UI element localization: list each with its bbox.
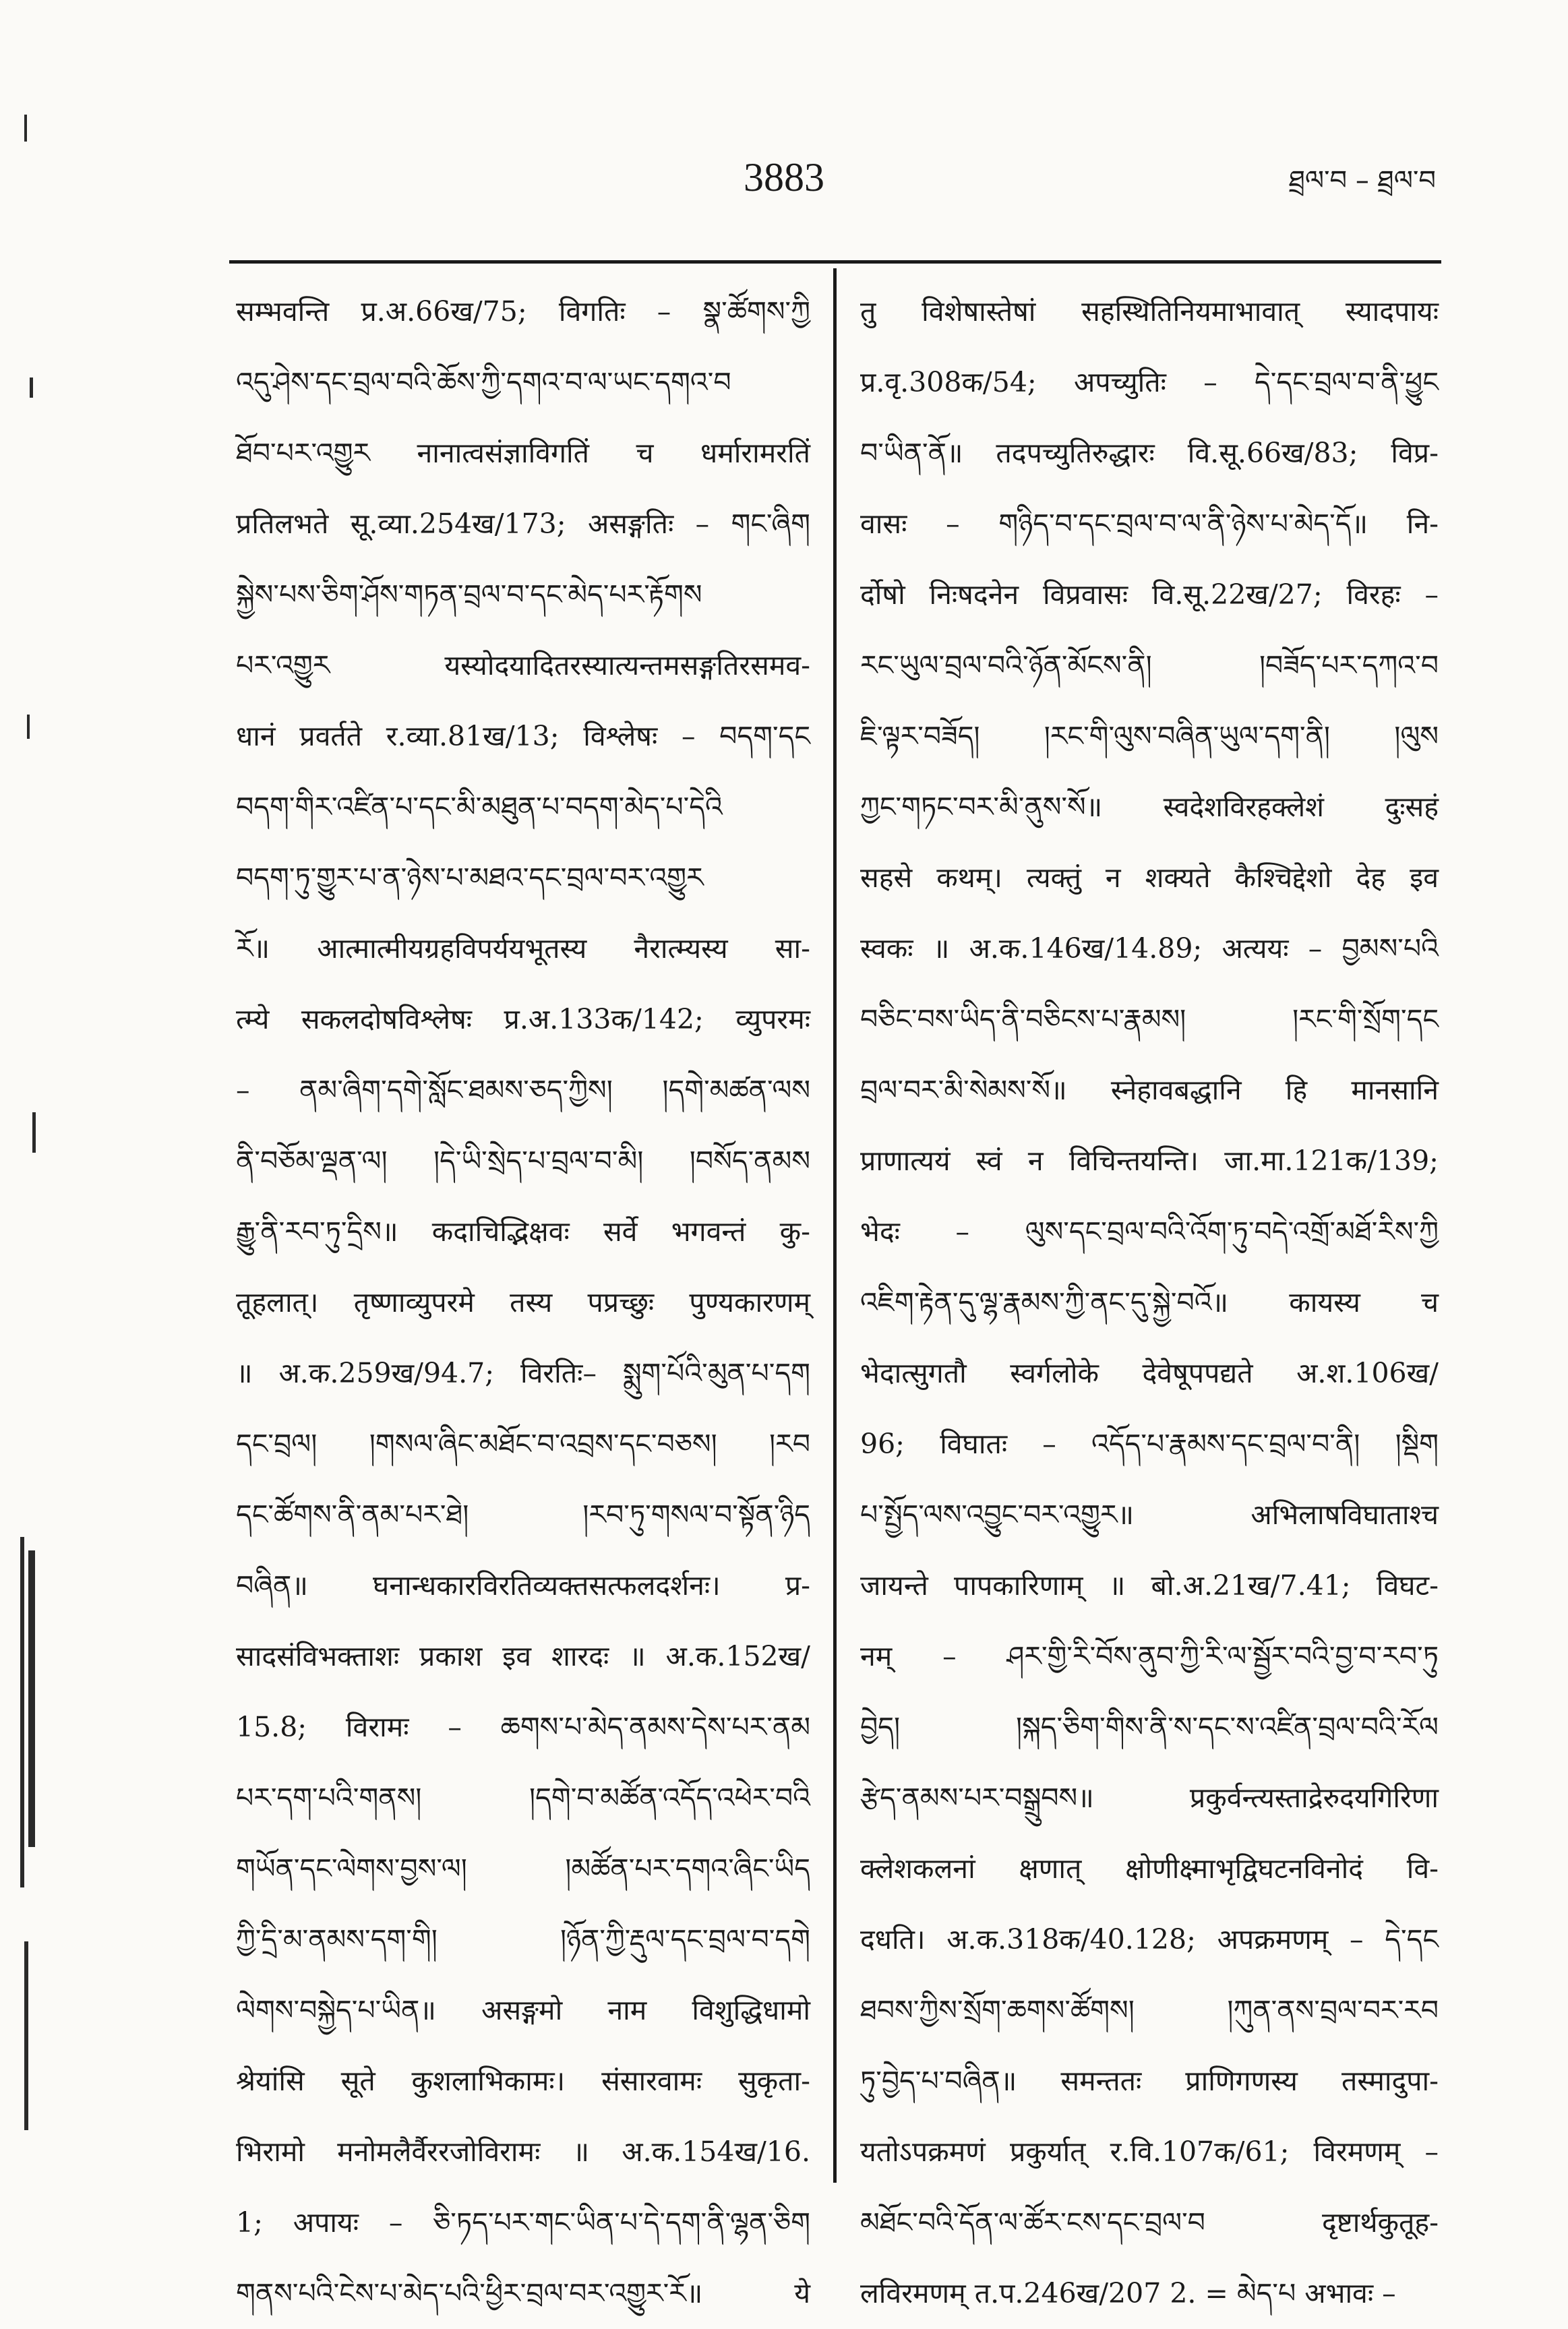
right-column <box>860 276 1439 2309</box>
text-line: སྐྱེས་པས་ཅིག་ཤོས་གཏན་བྲལ་བ་དང་མེད་པར་རྟོགས <box>236 578 702 611</box>
text-line: རང་ཡུལ་བྲལ་བའི་ཉོན་མོངས་ནི། །བཟོད་པར་དཀའ་བ <box>860 649 1439 682</box>
text-line: ཐབས་ཀྱིས་སྲོག་ཆགས་ཚོགས། །ཀུན་ནས་བྲལ་བར་རབ <box>860 1994 1439 2026</box>
text-line: པར་འགྱུར यस्योदयादितरस्यात्यन्तमसङ्गतिरसमव- <box>236 649 810 682</box>
text-line: ॥ अ.क.259ख/94.7; विरतिः– སྨུག་པོའི་མུན་པ་དག <box>236 1357 810 1389</box>
text-line: ཀྱི་དྲི་མ་ནམས་དག་གི། །ཉོན་ཀྱི་རྡུལ་དང་བྲལ་བ་དགེ <box>236 1923 810 1956</box>
text-line: सम्भवन्ति प्र.अ.66ख/75; विगतिः – སྣ་ཚོགས་ཀྱི <box>236 295 810 328</box>
text-line: स्वकः ॥ अ.क.146ख/14.89; अत्ययः – བྱམས་པའི <box>860 932 1439 965</box>
text-line: ལེགས་བསྐྱེད་པ་ཡིན॥ असङ्गमो नाम विशुद्धिधामो <box>236 1994 810 2026</box>
text-line: བདག་གིར་འཛིན་པ་དང་མི་མཐུན་པ་བདག་མེད་པ་དེའི <box>236 791 723 823</box>
text-line: लविरमणम् त.प.246ख/207 2. = མེད་པ अभावः – <box>860 2277 1396 2309</box>
text-line: གཡོན་དང་ལེགས་བྱས་ལ། །མཚོན་པར་དགའ་ཞིང་ཡིད <box>236 1852 810 1885</box>
column-divider <box>833 268 837 2183</box>
text-line: भेदः – ལུས་དང་བྲལ་བའི་འོག་ཏུ་བདེ་འགྲོ་མཐོ་རིས་ཀྱི <box>860 1215 1439 1248</box>
scan-margin <box>0 0 74 2216</box>
text-line: क्लेशकलनां क्षणात् क्षोणीक्ष्माभृद्विघटनविनोदं वि- <box>860 1852 1439 1885</box>
text-line: सादसंविभक्ताशः प्रकाश इव शारदः ॥ अ.क.152ख/ <box>236 1640 810 1672</box>
text-line: རྩེད་ནམས་པར་བསྒྲུབས॥ प्रकुर्वन्त्यस्ताद्रेरुदयगिरिणा <box>860 1782 1439 1814</box>
text-line: सहसे कथम्। त्यक्तुं न शक्यते कैश्चिद्देशो देह इव <box>860 861 1439 894</box>
text-line: བྲལ་བར་མི་སེམས་སོ॥ स्नेहावबद्धानि हि मानसानि <box>860 1074 1439 1106</box>
text-line: जायन्ते पापकारिणाम् ॥ बो.अ.21ख/7.41; विघट- <box>860 1569 1439 1602</box>
text-line: འདུ་ཤེས་དང་བྲལ་བའི་ཆོས་ཀྱི་དགའ་བ་ལ་ཡང་དགའ་བ <box>236 366 731 398</box>
text-line: དང་བྲལ། །གསལ་ཞིང་མཐོང་བ་འབྲས་དང་བཅས། །རབ <box>236 1428 810 1460</box>
text-line: भेदात्सुगतौ स्वर्गलोके देवेषूपपद्यते अ.श.106ख/ <box>860 1357 1439 1389</box>
text-line: 15.8; विरामः – ཆགས་པ་མེད་ནམས་དེས་པར་ནམ <box>236 1711 810 1743</box>
text-line: འཇིག་རྟེན་དུ་ལྷ་རྣམས་ཀྱི་ནང་དུ་སྐྱེ་བའོ॥ कायस्य च <box>860 1286 1439 1319</box>
text-line: པར་དག་པའི་གནས། །དགེ་བ་མཚོན་འདོད་འཕེར་བའི <box>236 1782 810 1814</box>
text-line: བདག་ཏུ་གྱུར་པ་ན་ཉེས་པ་མཐའ་དང་བྲལ་བར་འགྱུར <box>236 861 704 894</box>
text-line: 96; विघातः – འདོད་པ་རྣམས་དང་བྲལ་བ་ནི། །སྡིག <box>860 1428 1439 1460</box>
text-line: दधति। अ.क.318क/40.128; अपक्रमणम् – དེ་དང <box>860 1923 1439 1956</box>
text-line: यतोऽपक्रमणं प्रकुर्यात् र.वि.107क/61; विरमणम् – <box>860 2136 1439 2168</box>
text-line: श्रेयांसि सूते कुशलाभिकामः। संसारवामः सुकृता- <box>236 2065 810 2097</box>
page-number: 3883 <box>744 155 824 200</box>
text-line: वासः – གཉིད་བ་དང་བྲལ་བ་ལ་ནི་ཉེས་པ་མེད་དོ॥ नि- <box>860 508 1439 540</box>
text-line: तु विशेषास्तेषां सहस्थितिनियमाभावात् स्यादपायः <box>860 295 1439 328</box>
text-line: ནི་བཅོམ་ལྡན་ལ། །དེ་ཡི་སྲེད་པ་བྲལ་བ་མི། །བསོད་ནམས <box>236 1145 810 1177</box>
text-line: བཞིན॥ घनान्धकारविरतिव्यक्तसत्फलदर्शनः। प्र- <box>236 1569 810 1602</box>
text-line: ཀྱང་གཏང་བར་མི་ནུས་སོ॥ स्वदेशविरहक्लेशं दुःसहं <box>860 791 1439 823</box>
text-line: र्दोषो निःषदनेन विप्रवासः वि.सू.22ख/27; विरहः – <box>860 578 1439 611</box>
running-head: ཐྲལ་བ – ཐྲལ་བ <box>1288 165 1436 196</box>
text-line: धानं प्रवर्तते र.व्या.81ख/13; विश्लेषः – བདག་དང <box>236 720 810 752</box>
header-rule <box>229 260 1441 264</box>
text-line: भिरामो मनोमलैर्वैररजोविरामः ॥ अ.क.154ख/16. <box>236 2136 810 2168</box>
text-line: प्रतिलभते सू.व्या.254ख/173; असङ्गतिः – གང་ཞིག <box>236 508 810 540</box>
text-line: པ་སྤྱོད་ལས་འབྱུང་བར་འགྱུར॥ अभिलाषविघाताश्च <box>860 1499 1439 1531</box>
text-line: བ་ཡིན་ནོ॥ तदपच्युतिरुद्धारः वि.सू.66ख/83; विप्र- <box>860 437 1439 469</box>
text-line: त्म्ये सकलदोषविश्लेषः प्र.अ.133क/142; व्युपरमः <box>236 1003 810 1035</box>
text-line: तूहलात्। तृष्णाव्युपरमे तस्य पप्रच्छुः पुण्यकारणम् <box>236 1286 810 1319</box>
text-line: नम् – ཤར་གྱི་རི་བོས་ནུབ་ཀྱི་རི་ལ་སྦྱོར་བའི་བྱ་བ་རབ་ཏུ <box>860 1640 1439 1672</box>
text-line: 1; अपायः – ཅི་ཏད་པར་གང་ཡིན་པ་དེ་དག་ནི་ལྷན་ཅིག <box>236 2206 810 2239</box>
text-line: གནས་པའི་ངེས་པ་མེད་པའི་ཕྱིར་བྲལ་བར་འགྱུར་རོ॥ ये <box>236 2277 810 2309</box>
text-line: བྱེད། །སྐད་ཅིག་གིས་ནི་ས་དང་ས་འཛིན་བྲལ་བའི་རོལ <box>860 1711 1439 1743</box>
text-line: ཐོབ་པར་འགྱུར नानात्वसंज्ञाविगतिं च धर्मारामरतिं <box>236 437 810 469</box>
text-line: प्राणात्ययं स्वं न विचिन्तयन्ति। जा.मा.121क/139; <box>860 1145 1439 1177</box>
text-line: རྒྱུ་ནི་རབ་ཏུ་དྲིས॥ कदाचिद्भिक्षवः सर्वे भगवन्तं कु- <box>236 1215 810 1248</box>
text-line: ཏུ་བྱེད་པ་བཞིན॥ समन्ततः प्राणिगणस्य तस्मादुपा- <box>860 2065 1439 2097</box>
text-line: प्र.वृ.308क/54; अपच्युतिः – དེ་དང་བྲལ་བ་ནི་ཕྱུང <box>860 366 1439 398</box>
text-line: – ནམ་ཞིག་དགེ་སློང་ཐམས་ཅད་ཀྱིས། །དགེ་མཚན་ལས <box>236 1074 810 1106</box>
left-column <box>236 276 810 2309</box>
text-line: རོ॥ आत्मात्मीयग्रहविपर्ययभूतस्य नैरात्म्यस्य सा- <box>236 932 810 965</box>
text-line: མཐོང་བའི་དོན་ལ་ཚོར་ངས་དང་བྲལ་བ दृष्टार्थकुतूह- <box>860 2206 1439 2239</box>
text-line: བཅིང་བས་ཡིད་ནི་བཅིངས་པ་རྣམས། །རང་གི་སྲོག་དང <box>860 1003 1439 1035</box>
text-line: དང་ཚོགས་ནི་ནམ་པར་ཐེ། །རབ་ཏུ་གསལ་བ་སྟོན་ཉིད <box>236 1499 810 1531</box>
text-line: ཇི་ལྟར་བཟོད། །རང་གི་ལུས་བཞིན་ཡུལ་དག་ནི། །ལུས <box>860 720 1439 752</box>
